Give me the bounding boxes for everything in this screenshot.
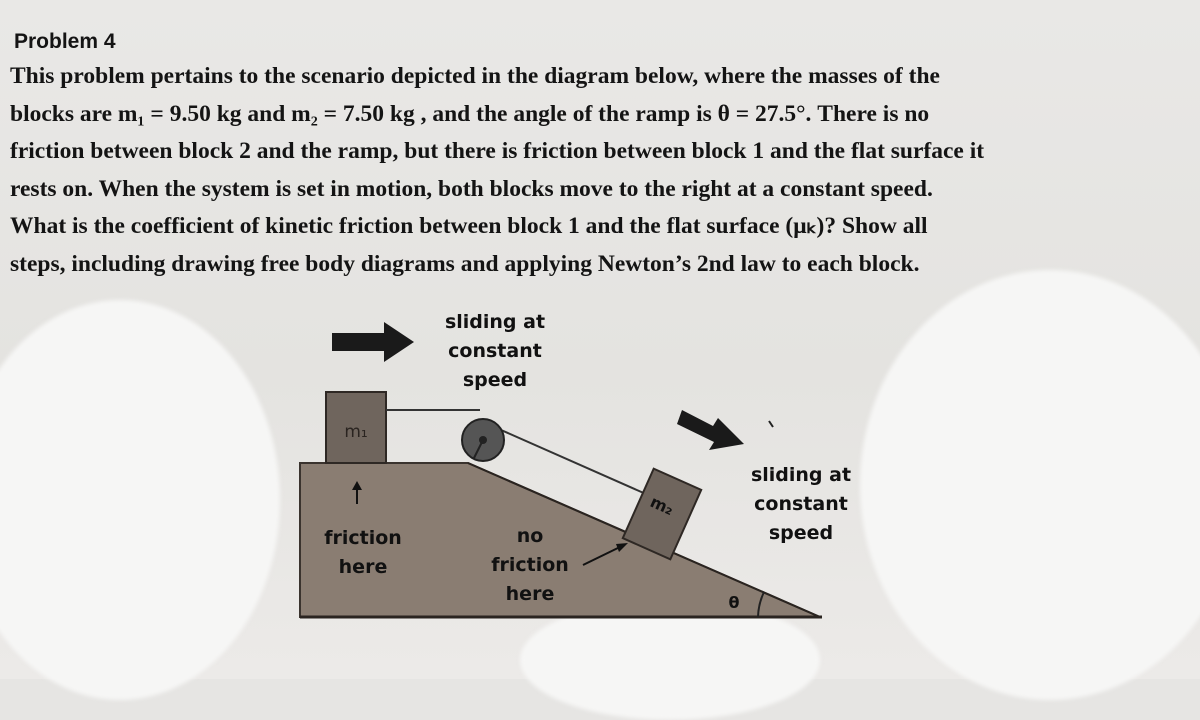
arrow-down-right-icon — [677, 410, 744, 450]
label-line: friction — [324, 527, 402, 549]
problem-line: blocks are m₁ = 9.50 kg and m₂ = 7.50 kg , and the angle of the ramp is θ = 27.5°. There is no — [10, 100, 930, 127]
block2-label: m₂ — [647, 492, 677, 519]
friction-label — [310, 524, 416, 582]
label-line: friction — [491, 554, 569, 576]
problem-line: friction between block 2 and the ramp, but there is friction between block 1 and the flat surface it — [10, 138, 985, 164]
label-line: constant — [448, 340, 542, 362]
right-speed-label — [736, 461, 866, 548]
angle-label: θ — [728, 593, 740, 612]
pulley-icon — [462, 419, 504, 461]
problem-title: Problem 4 — [14, 30, 116, 53]
label-line: constant — [754, 493, 848, 515]
problem-line: steps, including drawing free body diagrams and applying Newton’s 2nd law to each block. — [10, 250, 920, 277]
arrow-right-icon — [332, 322, 414, 362]
problem-line: What is the coefficient of kinetic friction between block 1 and the flat surface (μₖ)? Show all — [10, 213, 928, 239]
top-speed-label — [430, 308, 560, 395]
label-line: speed — [462, 369, 528, 391]
no-friction-label — [480, 522, 580, 609]
label-line: sliding at — [750, 464, 852, 486]
label-line: here — [505, 583, 555, 605]
block1-label: m₁ — [344, 422, 368, 442]
label-line: speed — [768, 522, 834, 544]
tick-mark — [769, 421, 773, 427]
problem-line: rests on. When the system is set in motion, both blocks move to the right at a constant speed. — [10, 175, 933, 202]
label-line: sliding at — [444, 311, 546, 333]
problem-line: This problem pertains to the scenario depicted in the diagram below, where the masses of the — [10, 63, 940, 89]
label-line: here — [338, 556, 388, 578]
label-line: no — [516, 525, 544, 547]
